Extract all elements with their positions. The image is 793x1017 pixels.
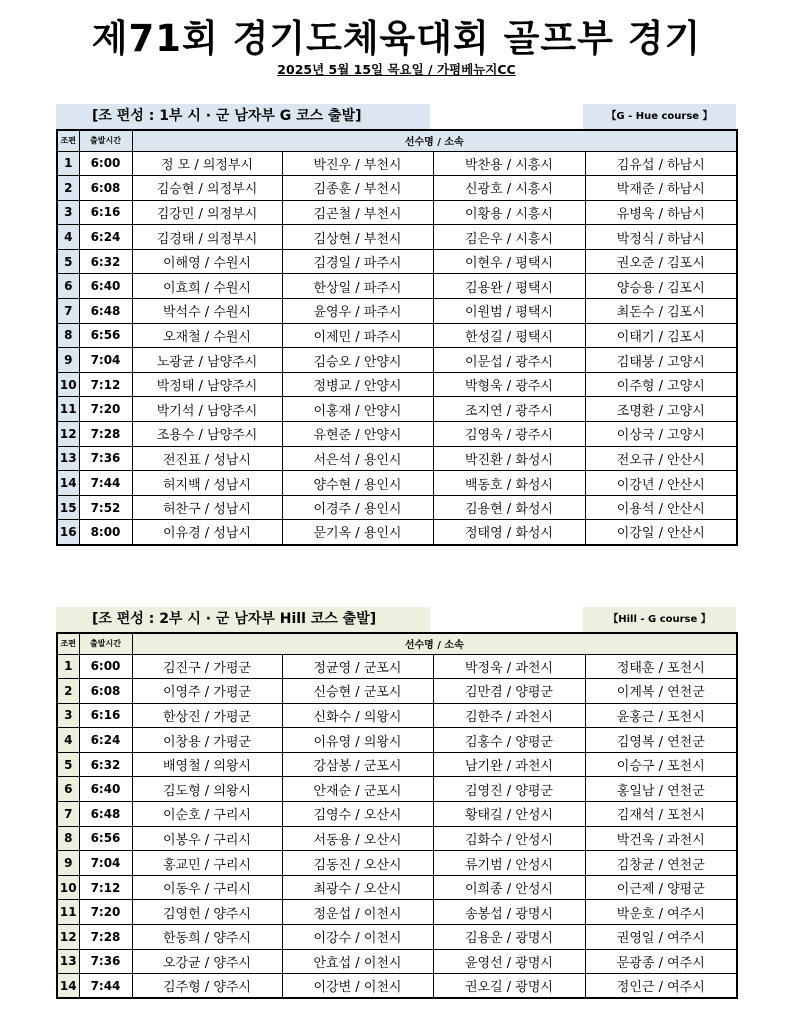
player-cell: 송봉섭 / 광명시 — [433, 900, 585, 925]
player-cell: 오재철 / 수원시 — [132, 323, 282, 348]
player-cell: 이유영 / 의왕시 — [282, 728, 433, 753]
tee-time: 8:00 — [79, 520, 132, 545]
event-subtitle — [0, 60, 793, 78]
table-row — [57, 728, 737, 753]
player-cell: 박진환 / 화성시 — [433, 446, 585, 471]
event-date-venue: 2025년 5월 15일 목요일 / 가평베뉴지CC — [277, 62, 516, 77]
group-number: 12 — [57, 925, 79, 950]
player-cell: 이홍재 / 안양시 — [282, 397, 433, 422]
section-2-header — [56, 607, 736, 632]
player-cell: 정태영 / 화성시 — [433, 520, 585, 545]
player-cell: 김영욱 / 광주시 — [433, 422, 585, 447]
col-header-time: 출발시간 — [79, 130, 132, 151]
player-cell: 박진우 / 부천시 — [282, 151, 433, 176]
player-cell: 유병욱 / 하남시 — [585, 200, 737, 225]
player-cell: 박기석 / 남양주시 — [132, 397, 282, 422]
table-row — [57, 225, 737, 250]
player-cell: 김용현 / 화성시 — [433, 495, 585, 520]
player-cell: 김만겸 / 양평군 — [433, 679, 585, 704]
table-row — [57, 274, 737, 299]
table-row — [57, 422, 737, 447]
player-cell: 김경태 / 의정부시 — [132, 225, 282, 250]
tee-time: 6:16 — [79, 703, 132, 728]
group-number: 4 — [57, 225, 79, 250]
player-cell: 김주형 / 양주시 — [132, 974, 282, 999]
group-number: 2 — [57, 176, 79, 201]
col-header-no: 조편 — [57, 130, 79, 151]
tee-time: 7:12 — [79, 875, 132, 900]
player-cell: 김승오 / 안양시 — [282, 348, 433, 373]
group-number: 15 — [57, 495, 79, 520]
player-cell: 한상일 / 파주시 — [282, 274, 433, 299]
table-row — [57, 495, 737, 520]
player-cell: 김용운 / 광명시 — [433, 925, 585, 950]
table-row — [57, 974, 737, 999]
player-cell: 윤영선 / 광명시 — [433, 949, 585, 974]
tee-time: 6:40 — [79, 777, 132, 802]
tee-time: 7:44 — [79, 974, 132, 999]
table-row — [57, 348, 737, 373]
group-number: 4 — [57, 728, 79, 753]
table-row — [57, 679, 737, 704]
table-row — [57, 851, 737, 876]
player-cell: 류기범 / 안성시 — [433, 851, 585, 876]
player-cell: 이문섭 / 광주시 — [433, 348, 585, 373]
section-1-rows — [57, 151, 737, 545]
player-cell: 정운섭 / 이천시 — [282, 900, 433, 925]
tee-time: 6:00 — [79, 654, 132, 679]
player-cell: 신화수 / 의왕시 — [282, 703, 433, 728]
table-row — [57, 397, 737, 422]
group-number: 3 — [57, 200, 79, 225]
player-cell: 조명환 / 고양시 — [585, 397, 737, 422]
player-cell: 윤홍근 / 포천시 — [585, 703, 737, 728]
player-cell: 권영일 / 여주시 — [585, 925, 737, 950]
tee-time: 6:24 — [79, 225, 132, 250]
table-row — [57, 176, 737, 201]
player-cell: 정인근 / 여주시 — [585, 974, 737, 999]
player-cell: 최돈수 / 김포시 — [585, 299, 737, 324]
player-cell: 신승현 / 군포시 — [282, 679, 433, 704]
tee-time: 7:12 — [79, 372, 132, 397]
player-cell: 이황용 / 시흥시 — [433, 200, 585, 225]
player-cell: 박재준 / 하남시 — [585, 176, 737, 201]
table-row — [57, 446, 737, 471]
tee-time: 6:32 — [79, 752, 132, 777]
tee-time: 6:32 — [79, 249, 132, 274]
group-number: 3 — [57, 703, 79, 728]
table-row — [57, 520, 737, 545]
section-2-rows — [57, 654, 737, 998]
table-row — [57, 323, 737, 348]
table-row — [57, 875, 737, 900]
player-cell: 신광호 / 시흥시 — [433, 176, 585, 201]
player-cell: 배영철 / 의왕시 — [132, 752, 282, 777]
table-row — [57, 299, 737, 324]
player-cell: 안효섭 / 이천시 — [282, 949, 433, 974]
group-number: 6 — [57, 274, 79, 299]
player-cell: 강삼봉 / 군포시 — [282, 752, 433, 777]
tee-time: 6:56 — [79, 323, 132, 348]
player-cell: 김재석 / 포천시 — [585, 802, 737, 827]
group-number: 7 — [57, 802, 79, 827]
tee-time: 6:40 — [79, 274, 132, 299]
player-cell: 이강일 / 안산시 — [585, 520, 737, 545]
player-cell: 조지연 / 광주시 — [433, 397, 585, 422]
table-row — [57, 752, 737, 777]
tee-time: 6:24 — [79, 728, 132, 753]
tee-time: 7:20 — [79, 900, 132, 925]
player-cell: 이원범 / 평택시 — [433, 299, 585, 324]
player-cell: 한상진 / 가평군 — [132, 703, 282, 728]
section-1-table — [56, 129, 738, 546]
tee-time: 7:04 — [79, 851, 132, 876]
tee-time: 6:00 — [79, 151, 132, 176]
player-cell: 이창용 / 가평군 — [132, 728, 282, 753]
section-2-title: [조 편성 : 2부 시 · 군 남자부 Hill 코스 출발] — [56, 607, 430, 632]
player-cell: 김종훈 / 부천시 — [282, 176, 433, 201]
player-cell: 전오규 / 안산시 — [585, 446, 737, 471]
group-number: 13 — [57, 446, 79, 471]
tee-time: 6:16 — [79, 200, 132, 225]
group-number: 6 — [57, 777, 79, 802]
player-cell: 남기완 / 과천시 — [433, 752, 585, 777]
player-cell: 이현우 / 평택시 — [433, 249, 585, 274]
player-cell: 김승현 / 의정부시 — [132, 176, 282, 201]
table-row — [57, 372, 737, 397]
player-cell: 이계복 / 연천군 — [585, 679, 737, 704]
player-cell: 이주형 / 고양시 — [585, 372, 737, 397]
player-cell: 양승용 / 김포시 — [585, 274, 737, 299]
player-cell: 김도형 / 의왕시 — [132, 777, 282, 802]
table-row — [57, 777, 737, 802]
player-cell: 윤영우 / 파주시 — [282, 299, 433, 324]
player-cell: 박찬용 / 시흥시 — [433, 151, 585, 176]
group-number: 9 — [57, 348, 79, 373]
group-number: 12 — [57, 422, 79, 447]
player-cell: 김곤철 / 부천시 — [282, 200, 433, 225]
table-row — [57, 471, 737, 496]
player-cell: 김영헌 / 양주시 — [132, 900, 282, 925]
player-cell: 권오길 / 광명시 — [433, 974, 585, 999]
tee-time: 7:36 — [79, 446, 132, 471]
player-cell: 이제민 / 파주시 — [282, 323, 433, 348]
tee-time: 7:36 — [79, 949, 132, 974]
tee-time: 6:48 — [79, 299, 132, 324]
player-cell: 조용수 / 남양주시 — [132, 422, 282, 447]
player-cell: 김홍수 / 양평군 — [433, 728, 585, 753]
tee-time: 7:28 — [79, 925, 132, 950]
col-header-players: 선수명 / 소속 — [132, 130, 737, 151]
player-cell: 허지백 / 성남시 — [132, 471, 282, 496]
section-1-header — [56, 104, 736, 129]
player-cell: 오강균 / 양주시 — [132, 949, 282, 974]
player-cell: 김영수 / 오산시 — [282, 802, 433, 827]
group-number: 2 — [57, 679, 79, 704]
section-1-title: [조 편성 : 1부 시 · 군 남자부 G 코스 출발] — [56, 104, 430, 129]
section-2-course: 【Hill - G course 】 — [583, 607, 736, 632]
player-cell: 이승구 / 포천시 — [585, 752, 737, 777]
player-cell: 김영진 / 양평군 — [433, 777, 585, 802]
player-cell: 황태길 / 안성시 — [433, 802, 585, 827]
player-cell: 양수현 / 용인시 — [282, 471, 433, 496]
player-cell: 이순호 / 구리시 — [132, 802, 282, 827]
player-cell: 이동우 / 구리시 — [132, 875, 282, 900]
player-cell: 정병교 / 안양시 — [282, 372, 433, 397]
tee-time: 7:20 — [79, 397, 132, 422]
table-row — [57, 826, 737, 851]
player-cell: 김유섭 / 하남시 — [585, 151, 737, 176]
tee-time: 7:52 — [79, 495, 132, 520]
player-cell: 정 모 / 의정부시 — [132, 151, 282, 176]
player-cell: 이강수 / 이천시 — [282, 925, 433, 950]
group-number: 14 — [57, 471, 79, 496]
player-cell: 홍교민 / 구리시 — [132, 851, 282, 876]
player-cell: 문기옥 / 용인시 — [282, 520, 433, 545]
player-cell: 이강년 / 안산시 — [585, 471, 737, 496]
group-number: 13 — [57, 949, 79, 974]
section-1-course: 【G - Hue course 】 — [583, 104, 736, 129]
group-number: 14 — [57, 974, 79, 999]
player-cell: 이해영 / 수원시 — [132, 249, 282, 274]
player-cell: 이용석 / 안산시 — [585, 495, 737, 520]
player-cell: 김진구 / 가평군 — [132, 654, 282, 679]
player-cell: 한동희 / 양주시 — [132, 925, 282, 950]
tee-time: 6:08 — [79, 176, 132, 201]
tee-time: 7:44 — [79, 471, 132, 496]
player-cell: 서동용 / 오산시 — [282, 826, 433, 851]
col-header-players: 선수명 / 소속 — [132, 633, 737, 654]
table-row — [57, 654, 737, 679]
player-cell: 박정태 / 남양주시 — [132, 372, 282, 397]
group-number: 10 — [57, 372, 79, 397]
player-cell: 박정욱 / 과천시 — [433, 654, 585, 679]
table-row — [57, 802, 737, 827]
group-number: 11 — [57, 900, 79, 925]
tee-time: 7:28 — [79, 422, 132, 447]
section-2-table — [56, 632, 738, 999]
player-cell: 이효희 / 수원시 — [132, 274, 282, 299]
player-cell: 최광수 / 오산시 — [282, 875, 433, 900]
player-cell: 김창균 / 연천군 — [585, 851, 737, 876]
group-number: 8 — [57, 826, 79, 851]
player-cell: 이근제 / 양평군 — [585, 875, 737, 900]
player-cell: 김강민 / 의정부시 — [132, 200, 282, 225]
col-header-time: 출발시간 — [79, 633, 132, 654]
player-cell: 홍일남 / 연천군 — [585, 777, 737, 802]
player-cell: 박형욱 / 광주시 — [433, 372, 585, 397]
table-row — [57, 900, 737, 925]
player-cell: 박건욱 / 과천시 — [585, 826, 737, 851]
player-cell: 전진표 / 성남시 — [132, 446, 282, 471]
player-cell: 이강변 / 이천시 — [282, 974, 433, 999]
player-cell: 한성길 / 평택시 — [433, 323, 585, 348]
player-cell: 안재순 / 군포시 — [282, 777, 433, 802]
player-cell: 이영주 / 가평군 — [132, 679, 282, 704]
player-cell: 서은석 / 용인시 — [282, 446, 433, 471]
group-number: 7 — [57, 299, 79, 324]
player-cell: 정태훈 / 포천시 — [585, 654, 737, 679]
player-cell: 권오준 / 김포시 — [585, 249, 737, 274]
table-row — [57, 249, 737, 274]
player-cell: 이유경 / 성남시 — [132, 520, 282, 545]
group-number: 10 — [57, 875, 79, 900]
group-number: 5 — [57, 752, 79, 777]
group-number: 5 — [57, 249, 79, 274]
player-cell: 박정식 / 하남시 — [585, 225, 737, 250]
group-number: 8 — [57, 323, 79, 348]
group-number: 11 — [57, 397, 79, 422]
player-cell: 이상국 / 고양시 — [585, 422, 737, 447]
player-cell: 이경주 / 용인시 — [282, 495, 433, 520]
player-cell: 김영복 / 연천군 — [585, 728, 737, 753]
section-1 — [56, 104, 736, 546]
player-cell: 김동진 / 오산시 — [282, 851, 433, 876]
player-cell: 박석수 / 수원시 — [132, 299, 282, 324]
tee-time: 7:04 — [79, 348, 132, 373]
player-cell: 백동호 / 화성시 — [433, 471, 585, 496]
tee-time: 6:48 — [79, 802, 132, 827]
player-cell: 김상현 / 부천시 — [282, 225, 433, 250]
tee-time: 6:08 — [79, 679, 132, 704]
group-number: 1 — [57, 654, 79, 679]
table-row — [57, 703, 737, 728]
player-cell: 정균영 / 군포시 — [282, 654, 433, 679]
table-row — [57, 949, 737, 974]
player-cell: 유현준 / 안양시 — [282, 422, 433, 447]
player-cell: 이태기 / 김포시 — [585, 323, 737, 348]
table-row — [57, 925, 737, 950]
group-number: 1 — [57, 151, 79, 176]
col-header-no: 조편 — [57, 633, 79, 654]
player-cell: 김경일 / 파주시 — [282, 249, 433, 274]
section-2 — [56, 607, 736, 999]
page-title: 제71회 경기도체육대회 골프부 경기 — [91, 17, 702, 60]
player-cell: 이봉우 / 구리시 — [132, 826, 282, 851]
player-cell: 김화수 / 안성시 — [433, 826, 585, 851]
table-row — [57, 200, 737, 225]
player-cell: 이희종 / 안성시 — [433, 875, 585, 900]
player-cell: 김용완 / 평택시 — [433, 274, 585, 299]
player-cell: 문광종 / 여주시 — [585, 949, 737, 974]
player-cell: 박운호 / 여주시 — [585, 900, 737, 925]
player-cell: 김은우 / 시흥시 — [433, 225, 585, 250]
tee-time: 6:56 — [79, 826, 132, 851]
table-row — [57, 151, 737, 176]
player-cell: 노광균 / 남양주시 — [132, 348, 282, 373]
group-number: 9 — [57, 851, 79, 876]
player-cell: 김태붕 / 고양시 — [585, 348, 737, 373]
player-cell: 허찬구 / 성남시 — [132, 495, 282, 520]
player-cell: 김한주 / 과천시 — [433, 703, 585, 728]
group-number: 16 — [57, 520, 79, 545]
